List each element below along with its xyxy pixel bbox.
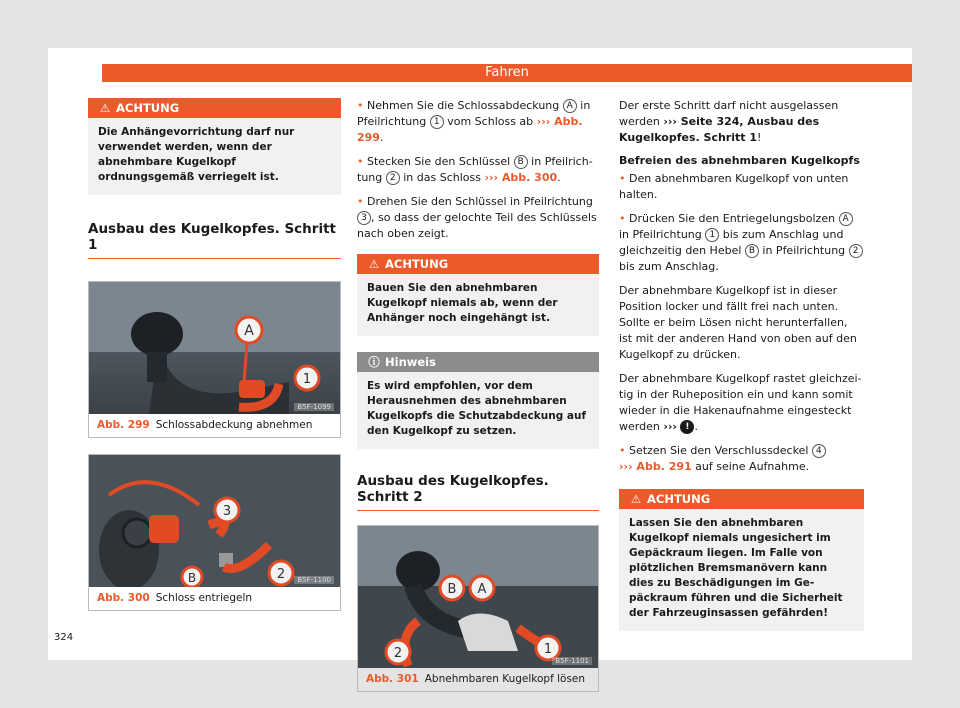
warning-triangle-icon: ⚠	[99, 101, 111, 115]
info-icon: ⓘ	[368, 355, 380, 369]
figure-link[interactable]: ››› Abb. 299	[357, 115, 583, 144]
warning-title: ACHTUNG	[647, 492, 711, 506]
fig-mark-1: 1	[302, 372, 312, 387]
figure-caption: Abb. 301 Abnehmbaren Kugelkopf lösen	[366, 673, 586, 685]
warning-triangle-icon: ⚠	[630, 492, 642, 506]
step-bullet: • Stecken Sie den Schlüssel B in Pfeilrichtung 2 in das Schloss ››› Abb. 300.	[357, 155, 593, 184]
photo-lock-cover	[89, 282, 340, 414]
figure-code: B5F-1099	[294, 403, 334, 411]
figure-link[interactable]: ››› Abb. 291	[619, 460, 692, 473]
exclamation-icon: !	[680, 420, 694, 434]
section-title: Ausbau des Kugelkopfes. Schritt 1	[88, 221, 341, 259]
fig-mark-b: B	[447, 582, 457, 597]
note-text: Es wird empfohlen, vor dem Herausnehmen des abnehmbaren Kugelkopfs die Schutzabdeckung auf den Kugelkopf zu setzen.	[367, 380, 587, 437]
step-bullet: • Nehmen Sie die Schlossabdeckung A in Pfeilrichtung 1 vom Schloss ab ››› Abb. 299.	[357, 99, 591, 144]
subheading: Befreien des abnehmbaren Kugelkopfs	[619, 154, 860, 167]
figure-caption: Abb. 299 Schlossabdeckung abnehmen	[97, 419, 313, 431]
photo-lock-key	[89, 455, 340, 587]
step-bullet: • Drücken Sie den Entriegelungsbolzen A in Pfeilrichtung 1 bis zum Anschlag und gleichzeitig den Hebel B in Pfeilrichtung 2 bis zum Anschlag.	[619, 211, 864, 275]
fig-mark-b: B	[187, 571, 197, 585]
manual-page	[48, 48, 912, 685]
photo-release	[358, 526, 598, 668]
step-bullet: • Drehen Sie den Schlüssel in Pfeilrichtung 3 , so dass der gelochte Teil des Schlüssels nach oben zeigt.	[357, 195, 597, 240]
towbar-illustration	[89, 282, 340, 414]
warning-text: Bauen Sie den abnehmbaren Kugelkopf niemals ab, wenn der Anhänger noch eingehängt ist.	[367, 282, 558, 324]
paragraph: Der abnehmbare Kugelkopf ist in dieser Position locker und fällt frei nach unten. Sollte er beim Lösen nicht herunterfallen, ist mit der anderen Hand von oben auf den Kugelkopf zu drücken.	[619, 284, 857, 361]
column-right	[619, 98, 864, 631]
section-title: Ausbau des Kugelkopfes. Schritt 2	[357, 473, 599, 511]
release-illustration	[358, 526, 598, 668]
figure-caption: Abb. 300 Schloss entriegeln	[97, 592, 253, 604]
step-bullet: • Den abnehmbaren Kugelkopf von unten halten.	[619, 172, 849, 201]
figure-301	[357, 525, 599, 692]
warning-title: ACHTUNG	[385, 257, 449, 271]
fig-mark-3: 3	[222, 504, 232, 519]
page-number: 324	[54, 632, 74, 643]
fig-mark-a: A	[244, 323, 254, 339]
warning-box	[357, 254, 599, 336]
figure-300	[88, 454, 341, 611]
note-title: Hinweis	[385, 355, 436, 369]
fig-mark-2: 2	[393, 646, 403, 661]
page-link[interactable]: ››› Seite 324, Ausbau des Kugelkopfes. Schritt 1	[619, 115, 820, 144]
fig-mark-a: A	[477, 582, 487, 597]
warning-link[interactable]: ›››	[663, 420, 677, 433]
figure-code: B5F-1100	[294, 576, 334, 584]
fig-mark-2: 2	[276, 567, 286, 582]
figure-299	[88, 281, 341, 438]
warning-box	[619, 489, 864, 631]
warning-triangle-icon: ⚠	[368, 257, 380, 271]
figure-code: B5F-1101	[552, 657, 592, 665]
column-middle	[357, 98, 599, 692]
page-header: Fahren	[102, 64, 912, 82]
warning-title: ACHTUNG	[116, 101, 180, 115]
column-left	[88, 98, 341, 611]
lock-illustration	[89, 455, 340, 587]
warning-box	[88, 98, 341, 195]
figure-link[interactable]: ››› Abb. 300	[484, 171, 558, 184]
warning-text: Die Anhängevorrichtung darf nur verwendet werden, wenn der abnehmbare Kugelkopf ordnungsgemäß verriegelt ist.	[98, 126, 295, 183]
step-bullet: • Setzen Sie den Verschlussdeckel 4 ››› Abb. 291 auf seine Aufnahme.	[619, 443, 864, 475]
fig-mark-1: 1	[543, 642, 553, 657]
paragraph: Der abnehmbare Kugelkopf rastet gleichzeitig in der Ruheposition ein und kann somit wieder in die Hakenaufnahme eingesteckt werden ››› ! .	[619, 372, 862, 433]
warning-text: Lassen Sie den abnehmbaren Kugelkopf niemals ungesichert im Gepäckraum liegen. Im Falle von plötzlichen Bremsmanövern kann dies zu Beschädigungen im Gepäckraum führen und die Sicherheit der Fahrzeuginsassen gefährden!	[629, 517, 843, 619]
note-box	[357, 352, 599, 449]
paragraph: Der erste Schritt darf nicht ausgelassen werden ››› Seite 324, Ausbau des Kugelkopfes. Schritt 1!	[619, 99, 839, 144]
